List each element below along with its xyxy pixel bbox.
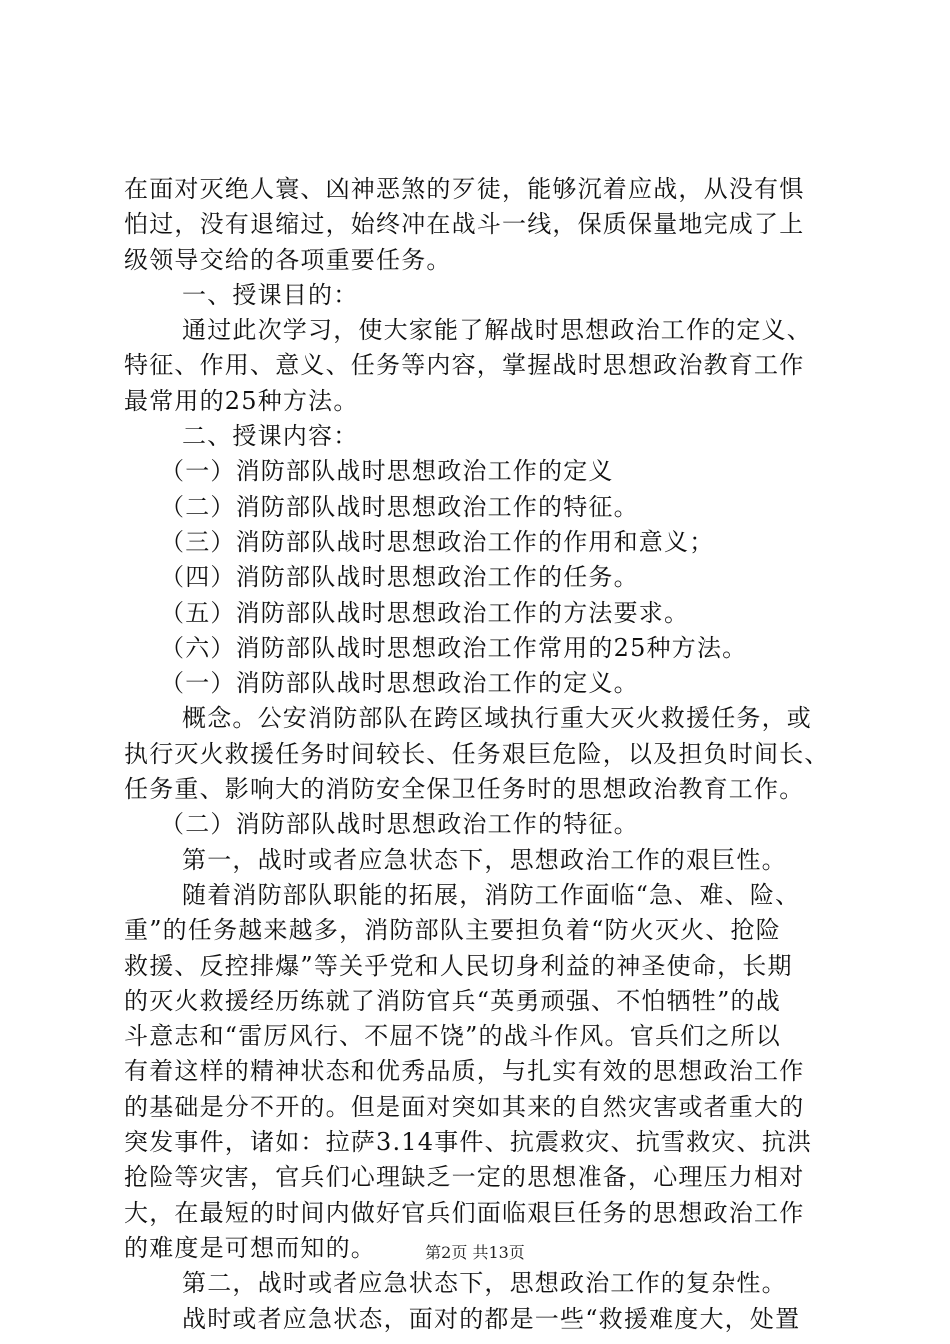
text-line: 通过此次学习，使大家能了解战时思想政治工作的定义、: [182, 316, 812, 345]
text-line: 执行灭火救援任务时间较长、任务艰巨危险，以及担负时间长、: [124, 739, 830, 768]
text-line: 的难度是可想而知的。: [124, 1233, 376, 1262]
text-line: 概念。公安消防部队在跨区域执行重大灭火救援任务，或: [182, 704, 812, 733]
text-line: 第一，战时或者应急状态下，思想政治工作的艰巨性。: [182, 845, 787, 874]
text-line: （五）消防部队战时思想政治工作的方法要求。: [160, 598, 690, 627]
text-line: 有着这样的精神状态和优秀品质，与扎实有效的思想政治工作: [124, 1057, 805, 1086]
text-line: （二）消防部队战时思想政治工作的特征。: [160, 810, 639, 839]
text-line: 最常用的25种方法。: [124, 386, 359, 415]
text-line: （六）消防部队战时思想政治工作常用的25种方法。: [160, 633, 748, 662]
text-line: （四）消防部队战时思想政治工作的任务。: [160, 563, 639, 592]
text-line: 斗意志和“雷厉风行、不屈不饶”的战斗作风。官兵们之所以: [124, 1022, 781, 1051]
text-line: 的灭火救援经历练就了消防官兵“英勇顽强、不怕牺牲”的战: [124, 986, 781, 1015]
text-line: 抢险等灾害，官兵们心理缺乏一定的思想准备，心理压力相对: [124, 1163, 805, 1192]
text-line: 战时或者应急状态，面对的都是一些“救援难度大，处置: [182, 1304, 801, 1333]
text-line: 二、授课内容：: [182, 422, 359, 451]
text-line: 救援、反控排爆”等关乎党和人民切身利益的神圣使命，长期: [124, 951, 793, 980]
body-text: [124, 172, 844, 1337]
text-line: 级领导交给的各项重要任务。: [124, 245, 452, 274]
text-line: 在面对灭绝人寰、凶神恶煞的歹徒，能够沉着应战，从没有惧: [124, 175, 805, 203]
text-line: 一、授课目的：: [182, 280, 359, 309]
text-line: 任务重、影响大的消防安全保卫任务时的思想政治教育工作。: [124, 775, 805, 804]
text-line: （一）消防部队战时思想政治工作的定义: [160, 457, 614, 486]
text-line: 随着消防部队职能的拓展，消防工作面临“急、难、险、: [182, 880, 801, 909]
text-line: 的基础是分不开的。但是面对突如其来的自然灾害或者重大的: [124, 1092, 805, 1121]
text-line: 怕过，没有退缩过，始终冲在战斗一线，保质保量地完成了上: [124, 210, 805, 239]
text-line: 突发事件，诸如：拉萨3.14事件、抗震救灾、抗雪救灾、抗洪: [124, 1128, 813, 1157]
text-line: （三）消防部队战时思想政治工作的作用和意义；: [160, 527, 715, 556]
text-line: （一）消防部队战时思想政治工作的定义。: [160, 669, 639, 698]
page-number-label: 第2页 共13页: [425, 1243, 525, 1262]
text-line: 重”的任务越来越多，消防部队主要担负着“防火灭火、抢险: [124, 916, 781, 945]
text-line: （二）消防部队战时思想政治工作的特征。: [160, 492, 639, 521]
text-line: 特征、作用、意义、任务等内容，掌握战时思想政治教育工作: [124, 351, 805, 380]
page-footer: [0, 1243, 950, 1263]
text-line: 第二，战时或者应急状态下，思想政治工作的复杂性。: [182, 1269, 787, 1298]
text-line: 大，在最短的时间内做好官兵们面临艰巨任务的思想政治工作: [124, 1198, 805, 1227]
